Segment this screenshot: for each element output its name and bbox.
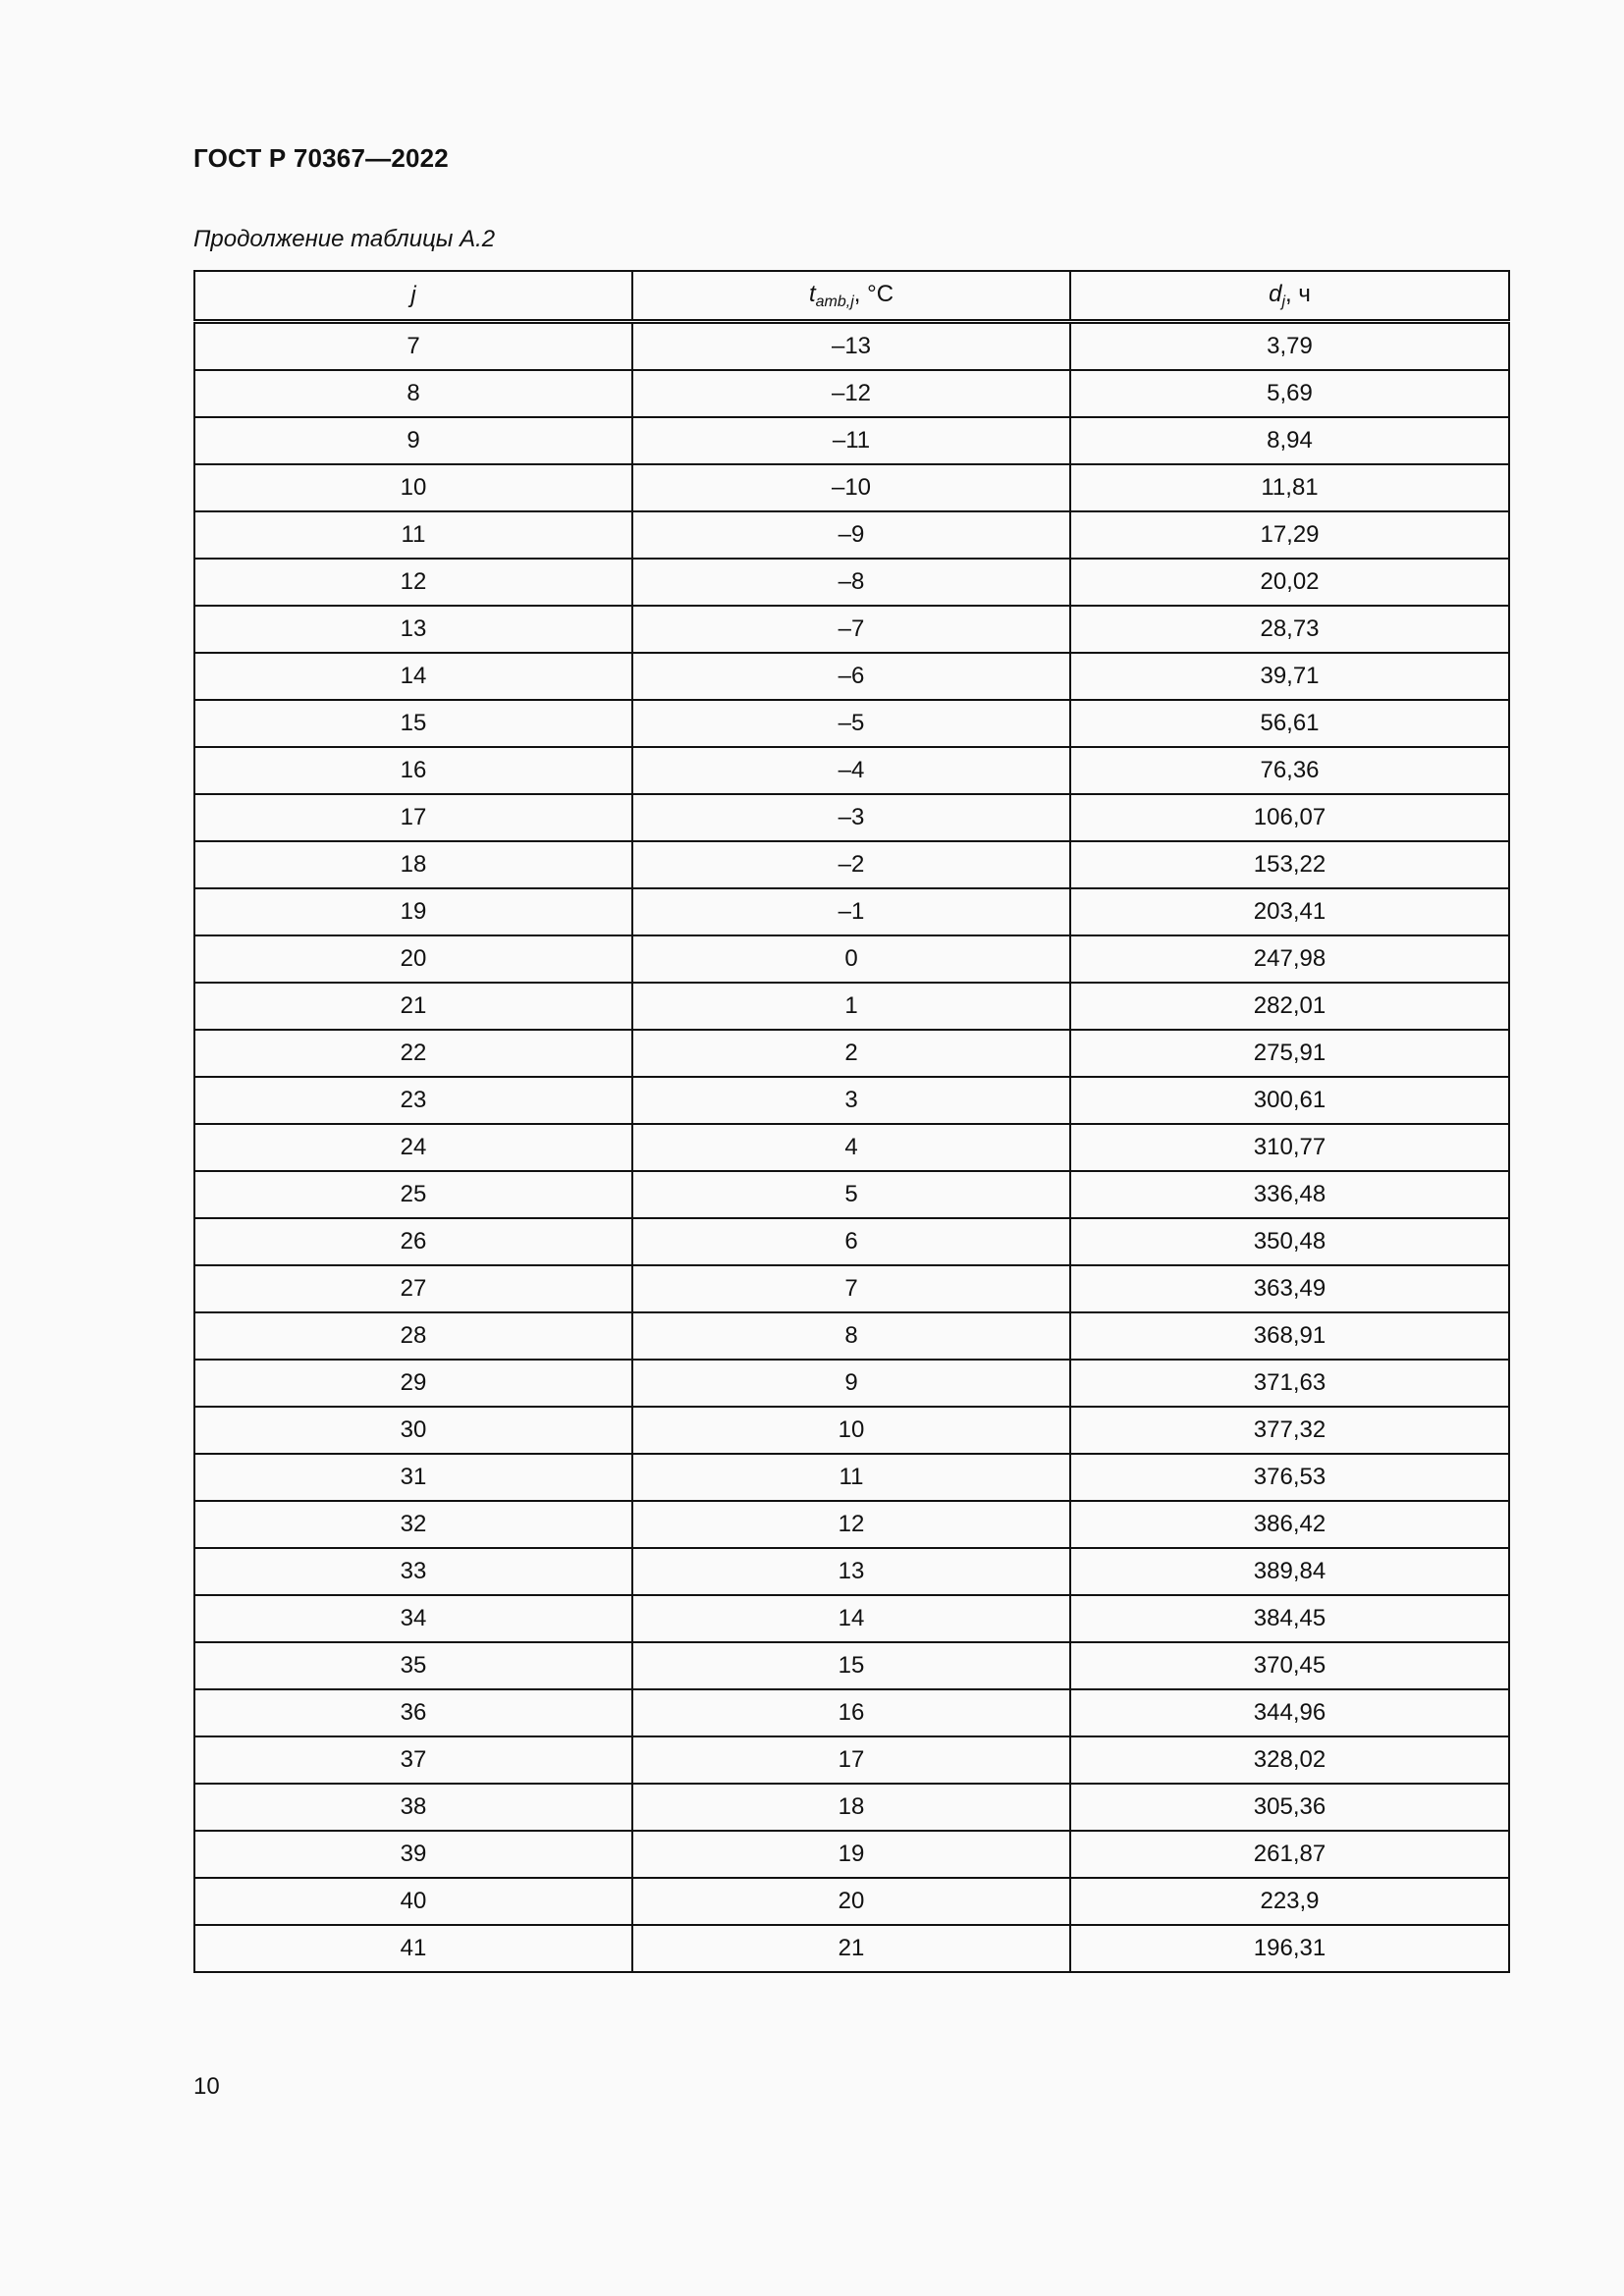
- cell-t-amb: –13: [632, 322, 1070, 371]
- cell-t-amb: –5: [632, 700, 1070, 747]
- cell-d: 261,87: [1070, 1831, 1509, 1878]
- cell-d: 3,79: [1070, 322, 1509, 371]
- cell-t-amb: 9: [632, 1360, 1070, 1407]
- cell-d: 39,71: [1070, 653, 1509, 700]
- cell-j: 37: [194, 1736, 632, 1784]
- cell-j: 33: [194, 1548, 632, 1595]
- cell-t-amb: 18: [632, 1784, 1070, 1831]
- table-row: [194, 1360, 1509, 1407]
- cell-j: 41: [194, 1925, 632, 1972]
- header-t-subscript: amb,j: [815, 293, 854, 310]
- cell-j: 20: [194, 935, 632, 983]
- table-row: [194, 417, 1509, 464]
- cell-t-amb: –2: [632, 841, 1070, 888]
- cell-t-amb: –6: [632, 653, 1070, 700]
- cell-t-amb: –12: [632, 370, 1070, 417]
- table-row: [194, 1501, 1509, 1548]
- cell-t-amb: 16: [632, 1689, 1070, 1736]
- cell-t-amb: 7: [632, 1265, 1070, 1312]
- cell-j: 16: [194, 747, 632, 794]
- cell-j: 7: [194, 322, 632, 371]
- header-d-unit: , ч: [1285, 280, 1311, 307]
- cell-j: 12: [194, 559, 632, 606]
- cell-d: 275,91: [1070, 1030, 1509, 1077]
- cell-t-amb: –11: [632, 417, 1070, 464]
- cell-t-amb: 11: [632, 1454, 1070, 1501]
- table-row: [194, 1218, 1509, 1265]
- header-t-amb: [632, 271, 1070, 322]
- cell-j: 28: [194, 1312, 632, 1360]
- table-header-row: [194, 271, 1509, 322]
- cell-d: 363,49: [1070, 1265, 1509, 1312]
- header-d-subscript: j: [1281, 293, 1286, 310]
- header-t-symbol: t: [808, 280, 816, 307]
- data-table: [193, 270, 1510, 1973]
- table-row: [194, 1784, 1509, 1831]
- header-t-unit: , °C: [853, 280, 894, 307]
- cell-t-amb: –8: [632, 559, 1070, 606]
- cell-j: 19: [194, 888, 632, 935]
- cell-j: 30: [194, 1407, 632, 1454]
- cell-j: 35: [194, 1642, 632, 1689]
- table-row: [194, 1925, 1509, 1972]
- table-row: [194, 1595, 1509, 1642]
- cell-j: 8: [194, 370, 632, 417]
- cell-j: 27: [194, 1265, 632, 1312]
- cell-j: 23: [194, 1077, 632, 1124]
- cell-t-amb: 14: [632, 1595, 1070, 1642]
- cell-t-amb: 17: [632, 1736, 1070, 1784]
- table-row: [194, 511, 1509, 559]
- cell-d: 8,94: [1070, 417, 1509, 464]
- table-row: [194, 1077, 1509, 1124]
- cell-j: 39: [194, 1831, 632, 1878]
- cell-d: 223,9: [1070, 1878, 1509, 1925]
- cell-t-amb: –9: [632, 511, 1070, 559]
- table-row: [194, 841, 1509, 888]
- cell-d: 377,32: [1070, 1407, 1509, 1454]
- cell-d: 76,36: [1070, 747, 1509, 794]
- cell-t-amb: 4: [632, 1124, 1070, 1171]
- table-row: [194, 1030, 1509, 1077]
- cell-d: 328,02: [1070, 1736, 1509, 1784]
- table-row: [194, 1265, 1509, 1312]
- cell-d: 305,36: [1070, 1784, 1509, 1831]
- cell-t-amb: 3: [632, 1077, 1070, 1124]
- table-row: [194, 794, 1509, 841]
- table-row: [194, 935, 1509, 983]
- cell-j: 18: [194, 841, 632, 888]
- cell-t-amb: 1: [632, 983, 1070, 1030]
- cell-t-amb: –10: [632, 464, 1070, 511]
- table-row: [194, 1312, 1509, 1360]
- cell-d: 310,77: [1070, 1124, 1509, 1171]
- cell-d: 153,22: [1070, 841, 1509, 888]
- cell-j: 11: [194, 511, 632, 559]
- table-row: [194, 888, 1509, 935]
- table-row: [194, 747, 1509, 794]
- cell-j: 26: [194, 1218, 632, 1265]
- cell-d: 370,45: [1070, 1642, 1509, 1689]
- table-row: [194, 1642, 1509, 1689]
- table-row: [194, 1736, 1509, 1784]
- cell-j: 40: [194, 1878, 632, 1925]
- cell-j: 25: [194, 1171, 632, 1218]
- cell-j: 10: [194, 464, 632, 511]
- table-row: [194, 606, 1509, 653]
- cell-d: 336,48: [1070, 1171, 1509, 1218]
- cell-d: 203,41: [1070, 888, 1509, 935]
- table-row: [194, 653, 1509, 700]
- cell-t-amb: 13: [632, 1548, 1070, 1595]
- cell-j: 13: [194, 606, 632, 653]
- cell-t-amb: 19: [632, 1831, 1070, 1878]
- header-j: [194, 271, 632, 322]
- document-header: ГОСТ Р 70367—2022: [193, 143, 449, 173]
- cell-t-amb: 5: [632, 1171, 1070, 1218]
- cell-d: 28,73: [1070, 606, 1509, 653]
- cell-d: 376,53: [1070, 1454, 1509, 1501]
- cell-t-amb: –1: [632, 888, 1070, 935]
- cell-t-amb: 8: [632, 1312, 1070, 1360]
- page-number: 10: [193, 2073, 220, 2100]
- table-row: [194, 559, 1509, 606]
- cell-d: 56,61: [1070, 700, 1509, 747]
- cell-j: 38: [194, 1784, 632, 1831]
- cell-t-amb: 6: [632, 1218, 1070, 1265]
- table-caption: Продолжение таблицы А.2: [193, 226, 496, 252]
- cell-d: 20,02: [1070, 559, 1509, 606]
- cell-j: 22: [194, 1030, 632, 1077]
- table-row: [194, 322, 1509, 371]
- table-row: [194, 1171, 1509, 1218]
- cell-d: 17,29: [1070, 511, 1509, 559]
- table-body: [194, 322, 1509, 1973]
- cell-d: 389,84: [1070, 1548, 1509, 1595]
- cell-j: 29: [194, 1360, 632, 1407]
- header-d-symbol: d: [1269, 280, 1282, 307]
- cell-j: 21: [194, 983, 632, 1030]
- cell-j: 14: [194, 653, 632, 700]
- cell-j: 34: [194, 1595, 632, 1642]
- cell-d: 344,96: [1070, 1689, 1509, 1736]
- cell-d: 11,81: [1070, 464, 1509, 511]
- cell-d: 371,63: [1070, 1360, 1509, 1407]
- table-row: [194, 1124, 1509, 1171]
- header-d: [1070, 271, 1509, 322]
- cell-t-amb: 20: [632, 1878, 1070, 1925]
- cell-t-amb: –7: [632, 606, 1070, 653]
- cell-d: 350,48: [1070, 1218, 1509, 1265]
- table-row: [194, 370, 1509, 417]
- cell-t-amb: 21: [632, 1925, 1070, 1972]
- table-row: [194, 1454, 1509, 1501]
- cell-j: 36: [194, 1689, 632, 1736]
- cell-j: 9: [194, 417, 632, 464]
- table-row: [194, 1689, 1509, 1736]
- cell-t-amb: –4: [632, 747, 1070, 794]
- cell-d: 282,01: [1070, 983, 1509, 1030]
- cell-t-amb: –3: [632, 794, 1070, 841]
- cell-j: 31: [194, 1454, 632, 1501]
- cell-j: 24: [194, 1124, 632, 1171]
- table-row: [194, 1878, 1509, 1925]
- cell-t-amb: 10: [632, 1407, 1070, 1454]
- table-row: [194, 1548, 1509, 1595]
- cell-t-amb: 15: [632, 1642, 1070, 1689]
- cell-t-amb: 0: [632, 935, 1070, 983]
- cell-d: 247,98: [1070, 935, 1509, 983]
- table-row: [194, 1407, 1509, 1454]
- cell-t-amb: 2: [632, 1030, 1070, 1077]
- cell-d: 384,45: [1070, 1595, 1509, 1642]
- cell-d: 196,31: [1070, 1925, 1509, 1972]
- cell-j: 15: [194, 700, 632, 747]
- cell-j: 32: [194, 1501, 632, 1548]
- cell-d: 300,61: [1070, 1077, 1509, 1124]
- cell-d: 106,07: [1070, 794, 1509, 841]
- table-row: [194, 1831, 1509, 1878]
- table-row: [194, 700, 1509, 747]
- cell-d: 5,69: [1070, 370, 1509, 417]
- header-j-symbol: j: [410, 282, 416, 308]
- cell-d: 386,42: [1070, 1501, 1509, 1548]
- cell-t-amb: 12: [632, 1501, 1070, 1548]
- table-row: [194, 983, 1509, 1030]
- cell-d: 368,91: [1070, 1312, 1509, 1360]
- table-row: [194, 464, 1509, 511]
- cell-j: 17: [194, 794, 632, 841]
